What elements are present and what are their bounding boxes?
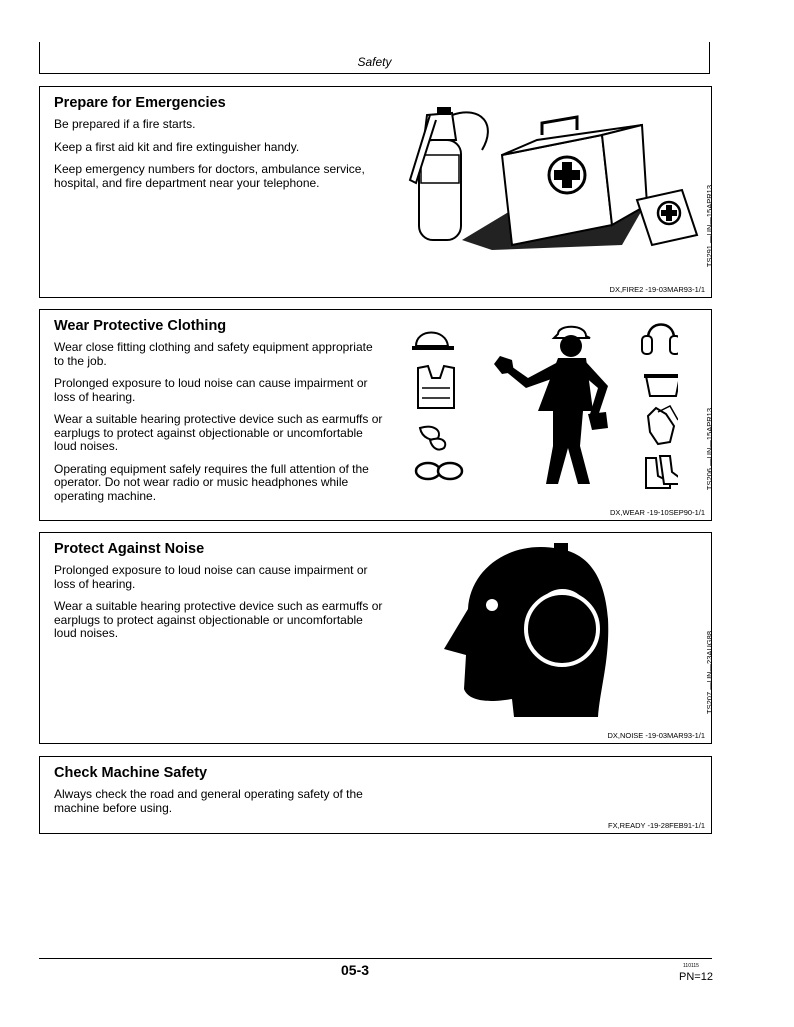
section-prepare-for-emergencies <box>39 86 712 298</box>
paragraph: Be prepared if a fire starts. <box>54 117 196 131</box>
section-title: Protect Against Noise <box>54 541 205 557</box>
reference-code: DX,FIRE2 -19-03MAR93-1/1 <box>609 285 705 294</box>
section-body <box>54 341 384 512</box>
figure-code: TS206 —UN—15APR13 <box>705 408 714 491</box>
paragraph: Always check the road and general operating safety of the machine before using. <box>54 787 363 815</box>
footer-small-code: 110115 <box>683 963 699 969</box>
paragraph: Wear a suitable hearing protective device such as earmuffs or earplugs to protect against objectionable or uncomfortable loud noises. <box>54 412 383 453</box>
section-body <box>54 564 384 650</box>
footer-divider <box>39 958 712 959</box>
reference-code: FX,READY -19-28FEB91-1/1 <box>608 821 705 830</box>
section-wear-protective-clothing <box>39 309 712 521</box>
pn-label: PN=12 <box>679 971 713 983</box>
paragraph: Wear close fitting clothing and safety equipment appropriate to the job. <box>54 340 373 368</box>
page-header <box>39 42 710 74</box>
page-number: 05-3 <box>341 962 370 978</box>
paragraph: Prolonged exposure to loud noise can cause impairment or loss of hearing. <box>54 376 368 404</box>
reference-code: DX,WEAR -19-10SEP90-1/1 <box>609 508 705 517</box>
section-title: Wear Protective Clothing <box>54 318 227 334</box>
paragraph: Prolonged exposure to loud noise can cause impairment or loss of hearing. <box>54 563 368 591</box>
hearing-protection-head-icon <box>440 539 640 719</box>
figure-code: TS207 —UN—23AUG88 <box>705 631 714 714</box>
section-check-machine-safety <box>39 756 712 834</box>
paragraph: Keep a first aid kit and fire extinguisher handy. <box>54 139 300 154</box>
section-body <box>54 788 384 824</box>
section-title: Prepare for Emergencies <box>54 95 226 111</box>
header-title: Safety <box>357 55 392 69</box>
figure-code: TS291 —UN—15APR13 <box>705 185 714 268</box>
fire-extinguisher-first-aid-illustration <box>402 95 702 255</box>
section-body <box>54 118 384 199</box>
protective-clothing-illustration <box>408 316 678 491</box>
paragraph: Operating equipment safely requires the full attention of the operator. Do not wear radio or music headphones while operating machine. <box>54 461 369 503</box>
paragraph: Keep emergency numbers for doctors, ambulance service, hospital, and fire department near your telephone. <box>54 162 365 190</box>
section-title: Check Machine Safety <box>54 765 208 781</box>
paragraph: Wear a suitable hearing protective device such as earmuffs or earplugs to protect against objectionable or uncomfortable loud noises. <box>54 599 383 640</box>
section-protect-against-noise <box>39 532 712 744</box>
reference-code: DX,NOISE -19-03MAR93-1/1 <box>607 731 705 740</box>
